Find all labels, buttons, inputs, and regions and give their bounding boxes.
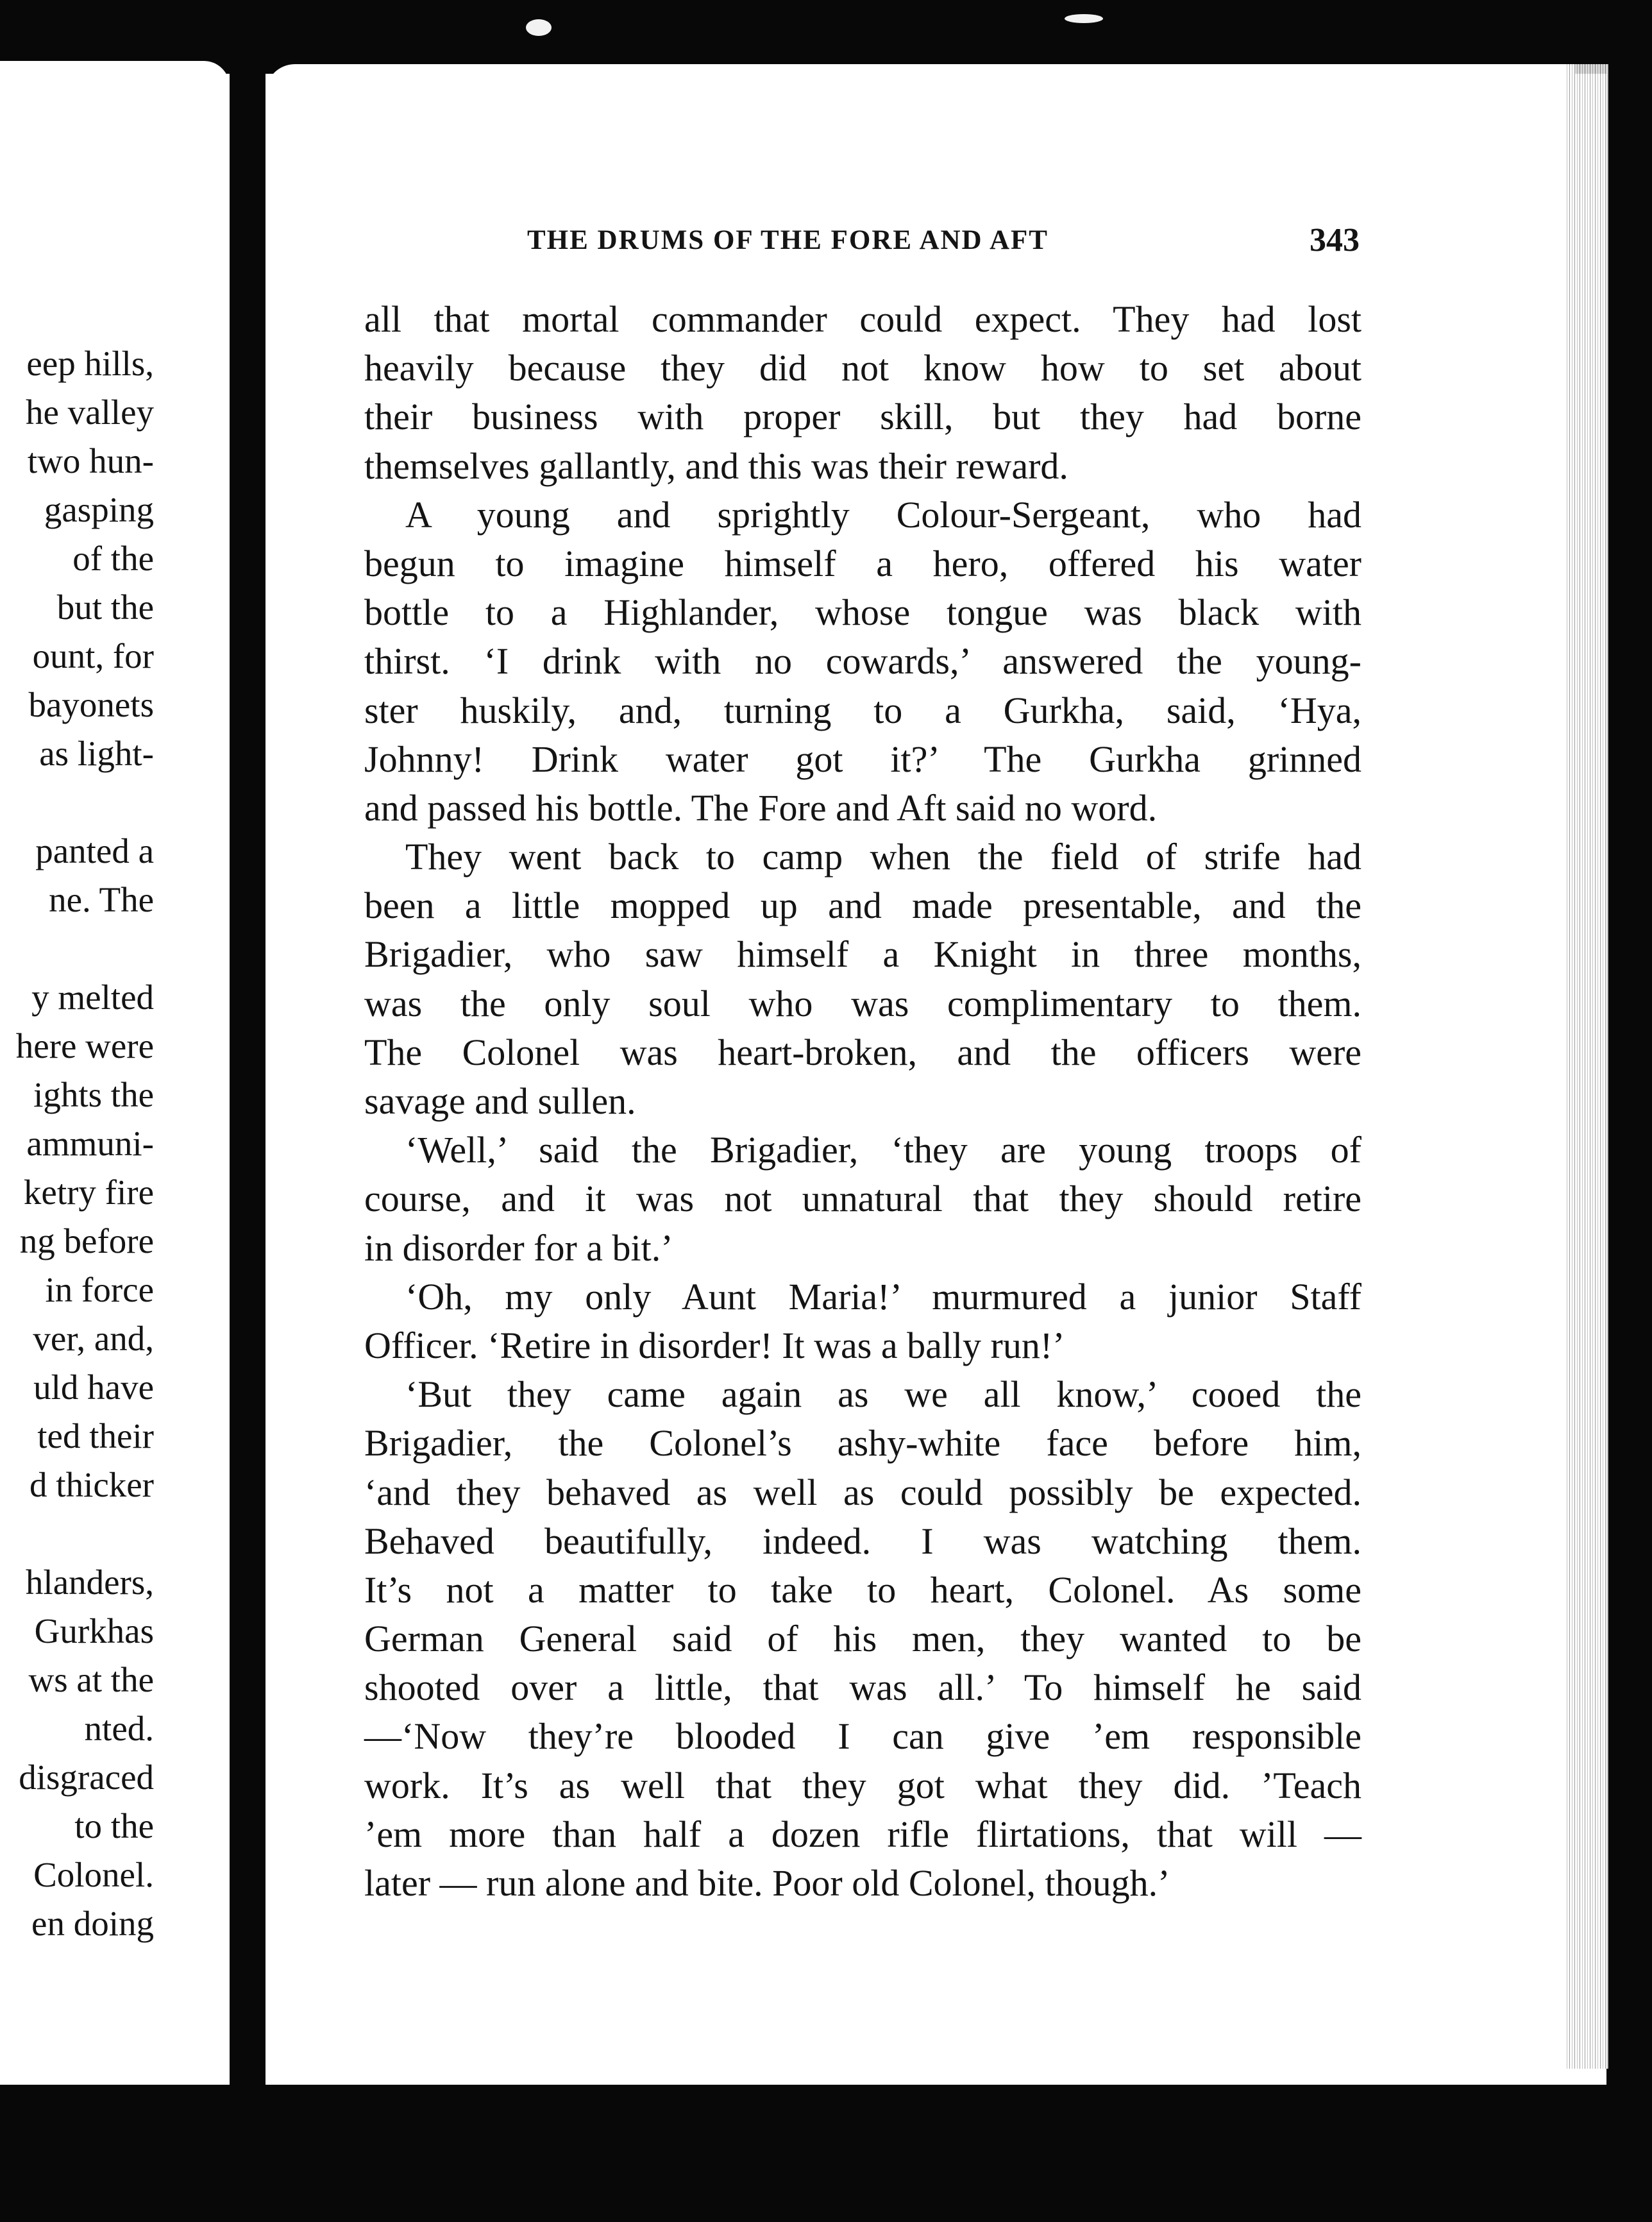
left-page-line: ights the [33, 1075, 154, 1114]
text-line: thirst. ‘I drink with no cowards,’ answered the young- [364, 640, 1361, 683]
text-line: Brigadier, who saw himself a Knight in three months, [364, 933, 1361, 976]
text-line: themselves gallantly, and this was their reward. [364, 445, 1068, 487]
left-page-line [0, 778, 154, 827]
text-line: A young and sprightly Colour-Sergeant, who had [405, 493, 1361, 536]
dust-speck [1065, 14, 1103, 23]
text-line: heavily because they did not know how to set about [364, 347, 1361, 389]
text-line: It’s not a matter to take to heart, Colonel. As some [364, 1568, 1361, 1611]
left-page-line: he valley [25, 393, 154, 432]
left-page-line: panted a [35, 831, 154, 870]
text-line: The Colonel was heart-broken, and the officers were [364, 1031, 1361, 1073]
scan-border-top [0, 0, 1652, 74]
text-line: ‘But they came again as we all know,’ cooed the [405, 1373, 1361, 1416]
left-page-line: ws at the [28, 1660, 154, 1699]
left-page-line: as light- [39, 734, 154, 773]
left-page-line: nted. [84, 1709, 154, 1748]
scan-border-bottom [0, 2085, 1652, 2222]
left-page-line: here were [15, 1026, 154, 1065]
text-line: savage and sullen. [364, 1080, 636, 1122]
left-page-line [0, 1509, 154, 1558]
text-line: ‘and they behaved as well as could possibly be expected. [364, 1471, 1361, 1513]
text-line: —‘Now they’re blooded I can give ’em responsible [364, 1715, 1361, 1758]
left-page-line: gasping [44, 490, 154, 529]
left-page-line: eep hills, [26, 344, 154, 383]
left-page-line [0, 924, 154, 973]
left-page-line: to the [74, 1806, 154, 1845]
left-page-line: but the [56, 588, 154, 627]
text-line: begun to imagine himself a hero, offered his water [364, 542, 1361, 584]
left-page-line: Colonel. [33, 1855, 154, 1894]
text-line: work. It’s as well that they got what they did. ’Teach [364, 1764, 1361, 1806]
left-page-line: disgraced [19, 1758, 154, 1797]
left-page-line: bayonets [28, 685, 154, 724]
text-line: Behaved beautifully, indeed. I was watching them. [364, 1520, 1361, 1562]
text-line: shooted over a little, that was all.’ To himself he said [364, 1666, 1361, 1709]
body-text [364, 295, 1361, 1908]
text-line: Johnny! Drink water got it?’ The Gurkha grinned [364, 738, 1361, 780]
text-line: in disorder for a bit.’ [364, 1226, 673, 1269]
left-page-line: uld have [33, 1368, 154, 1407]
text-line: was the only soul who was complimentary to them. [364, 982, 1361, 1024]
text-line: been a little mopped up and made presentable, and the [364, 885, 1361, 927]
left-page-line: en doing [31, 1904, 154, 1943]
text-line: Brigadier, the Colonel’s ashy-white face before him, [364, 1422, 1361, 1464]
page-number: 343 [1310, 222, 1360, 259]
left-page-line: ketry fire [23, 1173, 154, 1212]
left-page-line: hlanders, [25, 1563, 154, 1602]
left-page-line: ted their [37, 1416, 154, 1455]
text-line: later — run alone and bite. Poor old Colonel, though.’ [364, 1862, 1170, 1904]
left-page-line: ver, and, [33, 1319, 154, 1358]
left-page-text-column [0, 339, 154, 1948]
running-title: THE DRUMS OF THE FORE AND AFT [527, 225, 1049, 255]
text-line: and passed his bottle. The Fore and Aft said no word. [364, 786, 1158, 829]
left-page-line: ount, for [32, 636, 154, 675]
text-line: They went back to camp when the field of strife had [405, 836, 1361, 878]
text-line: all that mortal commander could expect. They had lost [364, 298, 1361, 340]
dust-speck [526, 19, 552, 36]
text-line: ’em more than half a dozen rifle flirtations, that will — [364, 1813, 1361, 1855]
text-line: ‘Oh, my only Aunt Maria!’ murmured a junior Staff [405, 1275, 1361, 1318]
left-page-line: ammuni- [26, 1124, 154, 1163]
book-gutter [230, 64, 266, 2091]
text-line: ster huskily, and, turning to a Gurkha, said, ‘Hya, [364, 689, 1361, 731]
left-page-line: d thicker [30, 1465, 154, 1504]
text-line: course, and it was not unnatural that they should retire [364, 1178, 1361, 1220]
left-page-line: y melted [31, 978, 154, 1017]
left-page-line: ne. The [49, 880, 154, 919]
left-page-line: in force [45, 1270, 154, 1309]
left-page-line: of the [72, 539, 154, 578]
left-page-line: two hun- [27, 441, 154, 480]
left-page-line: Gurkhas [34, 1611, 154, 1650]
running-head [366, 218, 1360, 263]
scan-border-right [1606, 58, 1652, 2110]
text-line: Officer. ‘Retire in disorder! It was a bally run!’ [364, 1324, 1065, 1366]
text-line: ‘Well,’ said the Brigadier, ‘they are young troops of [405, 1129, 1361, 1171]
text-line: bottle to a Highlander, whose tongue was black with [364, 591, 1361, 634]
text-line: their business with proper skill, but they had borne [364, 396, 1361, 438]
left-page-line: ng before [19, 1221, 154, 1260]
page-edges [1565, 64, 1608, 2069]
left-page [0, 61, 230, 2062]
text-line: German General said of his men, they wanted to be [364, 1618, 1361, 1660]
